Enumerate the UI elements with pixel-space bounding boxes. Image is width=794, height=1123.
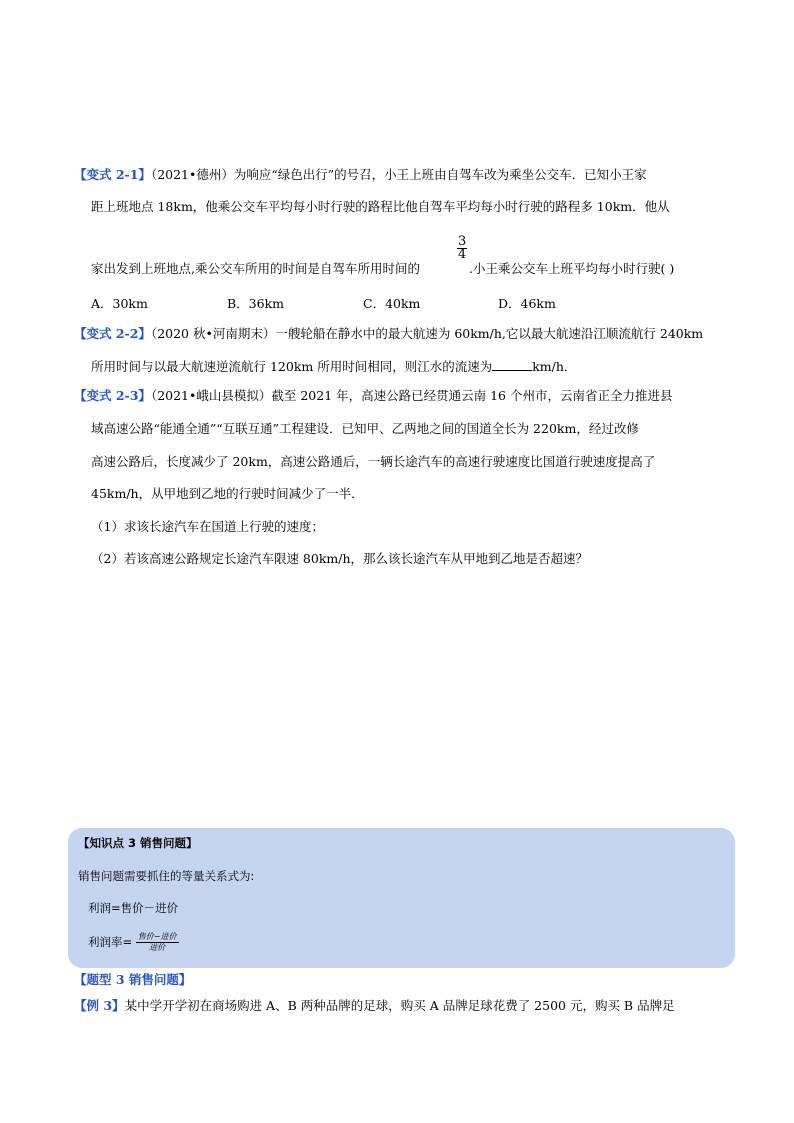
variant-2-3-label: 【变式 2-3】 <box>74 388 151 403</box>
profit-rate-fraction: 售价−进价 进价 <box>137 932 177 952</box>
variant-2-3-line1: 【变式 2-3】（2021•峨山县模拟）截至 2021 年，高速公路已经贯通云南 16 个州市，云南省正全力推进县 <box>74 388 673 403</box>
option-d: D．46km <box>498 296 556 311</box>
variant-2-3-line4: 45km/h，从甲地到乙地的行驶时间减少了一半． <box>91 486 364 501</box>
variant-2-2-label: 【变式 2-2】 <box>74 326 151 341</box>
variant-2-3-line2: 域高速公路“能通全通”“互联互通”工程建设．已知甲、乙两地之间的国道全长为 220km，经过改修 <box>91 421 639 436</box>
answer-blank <box>492 358 532 371</box>
variant-2-3-question-1: （1）求该长途汽车在国道上行驶的速度； <box>91 519 324 534</box>
option-a: A．30km <box>91 296 148 311</box>
fraction-three-quarters: $\frac{3}{4}$ <box>458 234 467 262</box>
knowledge-intro: 销售问题需要抓住的等量关系式为: <box>78 869 255 883</box>
variant-2-3-question-2: （2）若该高速公路规定长途汽车限速 80km/h，那么该长途汽车从甲地到乙地是否超速？ <box>91 551 589 566</box>
variant-2-1-line1: 【变式 2-1】（2021•德州）为响应“绿色出行”的号召，小王上班由自驾车改为乘坐公交车．已知小王家 <box>74 167 647 182</box>
variant-2-1-line2: 距上班地点 18km，他乘公交车平均每小时行驶的路程比他自驾车平均每小时行驶的路程多 10km．他从 <box>91 199 670 214</box>
example-3-line1: 【例 3】某中学开学初在商场购进 A、B 两种品牌的足球，购买 A 品牌足球花费了 2500 元，购买 B 品牌足 <box>74 998 675 1013</box>
formula-profit: 利润=售价－进价 <box>88 901 179 915</box>
variant-2-1-label: 【变式 2-1】 <box>74 167 151 182</box>
example-3-label: 【例 3】 <box>74 998 125 1013</box>
formula-profit-rate: 利润率= 售价−进价 进价 <box>88 932 177 952</box>
variant-2-1-line3a: 家出发到上班地点,乘公交车所用的时间是自驾车所用时间的 <box>91 261 420 276</box>
variant-2-3-line3: 高速公路后，长度减少了 20km，高速公路通后，一辆长途汽车的高速行驶速度比国道行驶速度提高了 <box>91 454 656 469</box>
variant-2-1-line3b: .小王乘公交车上班平均每小时行驶( ) <box>469 261 675 276</box>
variant-2-2-line2: 所用时间与以最大航速逆流航行 120km 所用时间相同，则江水的流速为 km/h． <box>91 359 577 374</box>
option-c: C．40km <box>363 296 421 311</box>
variant-2-2-line1: 【变式 2-2】（2020 秋•河南期末）一艘轮船在静水中的最大航速为 60km/h,它以最大航速沿江顺流航行 240km <box>74 326 704 341</box>
knowledge-title: 【知识点 3 销售问题】 <box>78 836 198 850</box>
option-b: B．36km <box>227 296 285 311</box>
type-3-title: 【题型 3 销售问题】 <box>74 972 192 987</box>
